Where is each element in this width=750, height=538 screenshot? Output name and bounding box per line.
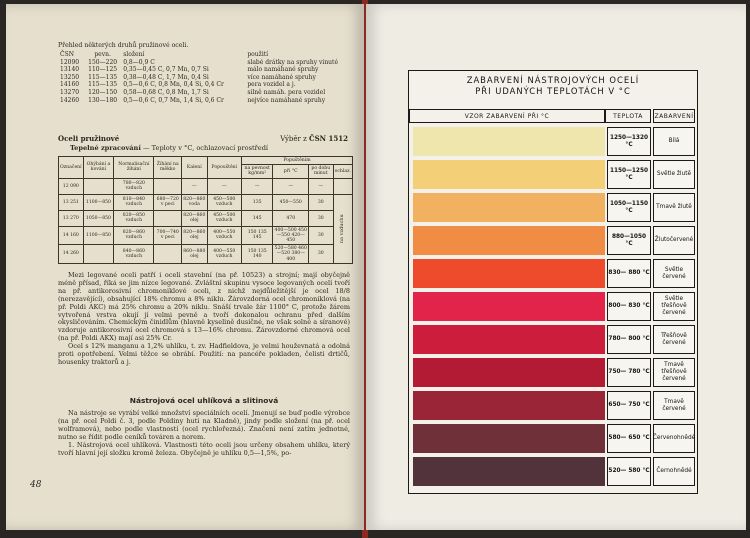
temperature-cell: 800— 830 °C: [607, 292, 651, 321]
table-cell: 13 251: [59, 194, 84, 210]
table-row: [58, 89, 353, 97]
color-name-cell: Světle červené: [653, 259, 695, 288]
right-page: [366, 4, 746, 530]
table-header-cell: ochlaz.: [333, 165, 352, 178]
color-swatch: [413, 160, 605, 189]
side-label: na vzduchu: [333, 194, 352, 263]
table-cell: 120—150: [88, 88, 118, 96]
color-name-cell: Černohnědé: [653, 457, 695, 486]
table-header-cell: Popouštění: [207, 157, 241, 179]
table-cell: 130—180: [88, 96, 118, 104]
table-cell: pera vozidel a j.: [247, 81, 296, 89]
table-cell: slabé drátky na spruhy vinuté: [247, 58, 339, 66]
table-cell: 13270: [60, 88, 80, 96]
left-page: [6, 4, 364, 530]
table-header-cell: Popuštěním: [241, 157, 352, 165]
table-cell: více namáhané spruhy: [247, 73, 316, 81]
table-cell: 0,38—0,48 C, 1,7 Mn, 0,4 Si: [123, 73, 209, 81]
color-name-cell: Tmavě třešňově červené: [653, 358, 695, 387]
table-cell: [154, 210, 182, 226]
color-swatch: [413, 424, 605, 453]
table-cell: 30: [309, 226, 334, 245]
temperature-cell: 520— 580 °C: [607, 457, 651, 486]
table-cell: —: [273, 178, 309, 194]
table-cell: 14260: [60, 96, 80, 104]
table-cell: [83, 245, 114, 264]
table-header-row: [58, 51, 353, 59]
table-cell: —: [182, 178, 208, 194]
table-cell: [154, 245, 182, 264]
table-cell: 14 160: [59, 226, 84, 245]
color-swatch: [413, 325, 605, 354]
body-text-legovane: [58, 272, 350, 367]
table-cell: 1100—850: [83, 194, 114, 210]
table-cell: —: [207, 178, 241, 194]
table-cell: 115—135: [88, 81, 118, 89]
color-name-cell: Tmavě červené: [653, 391, 695, 420]
table-row: [58, 81, 353, 89]
color-temperature-chart: [408, 70, 698, 494]
table-cell: složení: [123, 51, 145, 58]
temperature-cell: 580— 650 °C: [607, 424, 651, 453]
table-cell: [154, 178, 182, 194]
table-row: [59, 226, 353, 245]
table-header-cell: při °C: [273, 165, 309, 178]
table-cell: 820—860 olej: [182, 226, 208, 245]
table-header-cell: Ohýbání a kování: [83, 157, 114, 179]
paragraph: Na nástroje se vyrábí velké množství speciálních ocelí. Jmenují se buď podle výrobce (na př. ocel Poldi č. 3, podle Poldiny huti na Kladně), jindy podle složení (na př. ocel wolframová), nebo podle vlastností (ocel rychlořezná). Značení není zatím jednotné, nutno se řídit podle ceníků továren a norem.: [58, 409, 350, 441]
table-cell: 470: [273, 210, 309, 226]
color-swatch: [413, 391, 605, 420]
table-cell: 150 135 145: [241, 226, 273, 245]
paragraph: Ocel s 12% manganu a 1,2% uhlíku, t. zv. Hadfieldova, je velmi houževnatá a odolná proti opotřebení. Velmi těžce se obrábí. Použití: na pancéře pokladen, čelisti drtičů, housenky traktorů a j.: [58, 342, 350, 366]
column-header-sample: VZOR ZABARVENÍ PŘI °C: [409, 109, 605, 123]
table-cell: 680—720 v peci: [154, 194, 182, 210]
table-row: [59, 178, 353, 194]
column-header-temperature: TEPLOTA: [605, 109, 651, 123]
table-row: [58, 97, 353, 105]
table-header-cell: Označení: [59, 157, 84, 179]
table-cell: ČSN: [60, 51, 74, 58]
table-row: [59, 194, 353, 210]
section-heading-nastrojova: Nástrojová ocel uhlíková a slitinová: [129, 396, 279, 405]
temperature-cell: 780— 800 °C: [607, 325, 651, 354]
table-cell: použití: [247, 51, 269, 58]
table-cell: 30: [309, 245, 334, 264]
color-swatch: [413, 259, 605, 288]
color-swatch: [413, 292, 605, 321]
paragraph: 1. Nástrojová ocel uhlíková. Vlastnosti této oceli jsou určeny obsahem uhlíku, který tvoří hlavní její složku kromě železa. Obyčejně je uhlíku 0,5—1,5%, po-: [58, 440, 350, 457]
table-cell: 1100—850: [83, 226, 114, 245]
table-row: [58, 59, 353, 67]
color-swatch: [413, 457, 605, 486]
color-name-cell: Červenohnědé: [653, 424, 695, 453]
table-cell: 150—220: [88, 58, 118, 66]
color-swatch: [413, 193, 605, 222]
paragraph: Mezi legované oceli patří i oceli stavební (na př. 10523) a strojní; mají obyčejně méně přísad, říká se jim nízce legované. Zvláštní skupinu vysoce legovaných ocelí tvoří na př. antikorosivní chromoniklové oceli, z nichž nejdůležitější je ocel 18/8 (nerezavějící), obsahující 18% chromu a 8% niklu. Žárovzdorná ocel chromoniklová (na př. Poldi AKC) má 25% chromu a 20% niklu. Snáší trvale žár 1100° C, protože žárem vytvořená vrstva okují jí velmi pevně a tvoří dokonalou ochranu před dalším okysličováním. Chemickým činidlům (hlavně kyselině dusičné, ne však solné a síranové) vzdoruje antikorosivní ocel chromová s 13—16% chromu. Žárovzdorné chromová ocel (na př. Poldi AKX) mají asi 25% Cr.: [58, 271, 350, 343]
temperature-cell: 1050—1150 °C: [607, 193, 651, 222]
table-cell: 30: [309, 210, 334, 226]
temperature-cell: 830— 880 °C: [607, 259, 651, 288]
color-name-cell: Bílá: [653, 127, 695, 156]
table-cell: nejvíce namáhané spruhy: [247, 96, 326, 104]
table-cell: 30: [309, 194, 334, 210]
table-cell: [333, 178, 352, 194]
table-cell: 820—860 vzduch: [114, 226, 154, 245]
chart-title: ZABARVENÍ NÁSTROJOVÝCH OCELÍ PŘI UDANÝCH TEPLOTÁCH V °C: [466, 75, 640, 96]
table-cell: 860—880 olej: [182, 245, 208, 264]
table-header-cell: Žíhání na měkko: [154, 157, 182, 179]
table-cell: 110—125: [88, 66, 118, 74]
table-cell: málo namáhané spruhy: [247, 66, 319, 74]
table-cell: 450—500 vzduch: [207, 194, 241, 210]
table-cell: 450—500 vzduch: [207, 210, 241, 226]
table-cell: 700—740 v peci: [154, 226, 182, 245]
table-cell: —: [241, 178, 273, 194]
table-cell: 400—550 vzduch: [207, 226, 241, 245]
body-text-nastrojova: [58, 410, 350, 457]
section-heading: [58, 134, 348, 143]
table-cell: 840—860 vzduch: [114, 245, 154, 264]
color-name-cell: Světle třešňově červené: [653, 292, 695, 321]
table-header-cell: na pevnost kg/mm²: [241, 165, 273, 178]
table-cell: 400—550 vzduch: [207, 245, 241, 264]
section-standard: Výběr z ČSN 1512: [280, 134, 348, 143]
table-row: [58, 66, 353, 74]
table-row: [59, 245, 353, 264]
table-cell: 520—580 460—520 380—400: [274, 246, 307, 262]
color-swatch: [413, 358, 605, 387]
table-cell: 150 135 140: [241, 245, 273, 264]
overview-title: Přehled některých druhů pružinové oceli.: [58, 42, 189, 49]
table-cell: [83, 178, 114, 194]
temperature-cell: 1150—1250 °C: [607, 160, 651, 189]
table-cell: 145: [241, 210, 273, 226]
table-header-cell: po dobu minut: [309, 165, 334, 178]
page-number: 48: [30, 480, 42, 490]
heat-treatment-table: [58, 156, 353, 264]
table-cell: 14 260: [59, 245, 84, 264]
table-cell: 13 270: [59, 210, 84, 226]
table-cell: silně namáh. pera vozidel: [247, 88, 326, 96]
temperature-cell: 650— 750 °C: [607, 391, 651, 420]
table-cell: 820—860 olej: [182, 210, 208, 226]
table-header-cell: Normalisační žíhání: [114, 157, 154, 179]
table-cell: 400—500 450—550 420—450: [274, 227, 307, 244]
table-row: [59, 210, 353, 226]
color-name-cell: Žlutočervené: [653, 226, 695, 255]
table-cell: —: [309, 178, 334, 194]
heat-treatment-label: Tepelné zpracování — Teploty v °C, ochlazovací prostředí: [70, 144, 269, 152]
color-name-cell: Třešňově červené: [653, 325, 695, 354]
color-swatch: [413, 226, 605, 255]
table-row: [58, 74, 353, 82]
table-cell: 0,5—0,6 C, 0,8 Mn, 0,4 Si, 0,4 Cr: [123, 81, 224, 89]
overview-table: [58, 51, 353, 104]
temperature-cell: 750— 780 °C: [607, 358, 651, 387]
table-cell: pevn.: [94, 51, 111, 58]
temperature-cell: 880—1050 °C: [607, 226, 651, 255]
table-cell: 13140: [60, 66, 80, 74]
table-cell: 820—850 vzduch: [114, 210, 154, 226]
table-cell: 0,58—0,68 C, 0,8 Mn, 1,7 Si: [123, 88, 209, 96]
table-cell: 820—860 voda: [182, 194, 208, 210]
table-cell: 0,8—0,9 C: [123, 58, 155, 66]
table-cell: 12 090: [59, 178, 84, 194]
table-header-cell: Kalení: [182, 157, 208, 179]
color-name-cell: Světle žlutě: [653, 160, 695, 189]
table-cell: 810—840 vzduch: [114, 194, 154, 210]
table-cell: 0,5—0,6 C, 0,7 Mn, 1,4 Si, 0,6 Cr: [123, 96, 224, 104]
table-cell: 1050—850: [83, 210, 114, 226]
table-cell: 0,35—0,45 C, 0,7 Mn, 0,7 Si: [123, 66, 209, 74]
table-cell: 13250: [60, 73, 80, 81]
table-cell: 450—550: [273, 194, 309, 210]
color-swatch: [413, 127, 605, 156]
table-cell: 115—135: [88, 73, 118, 81]
table-cell: 780—820 vzduch: [114, 178, 154, 194]
column-header-color: ZABARVENÍ: [653, 109, 695, 123]
table-cell: 12090: [60, 58, 80, 66]
section-title: Oceli pružinové: [58, 134, 120, 143]
table-cell: 135: [241, 194, 273, 210]
color-name-cell: Tmavě žlutě: [653, 193, 695, 222]
table-header-row: [59, 157, 353, 165]
temperature-cell: 1250—1320 °C: [607, 127, 651, 156]
table-cell: 14160: [60, 81, 80, 89]
